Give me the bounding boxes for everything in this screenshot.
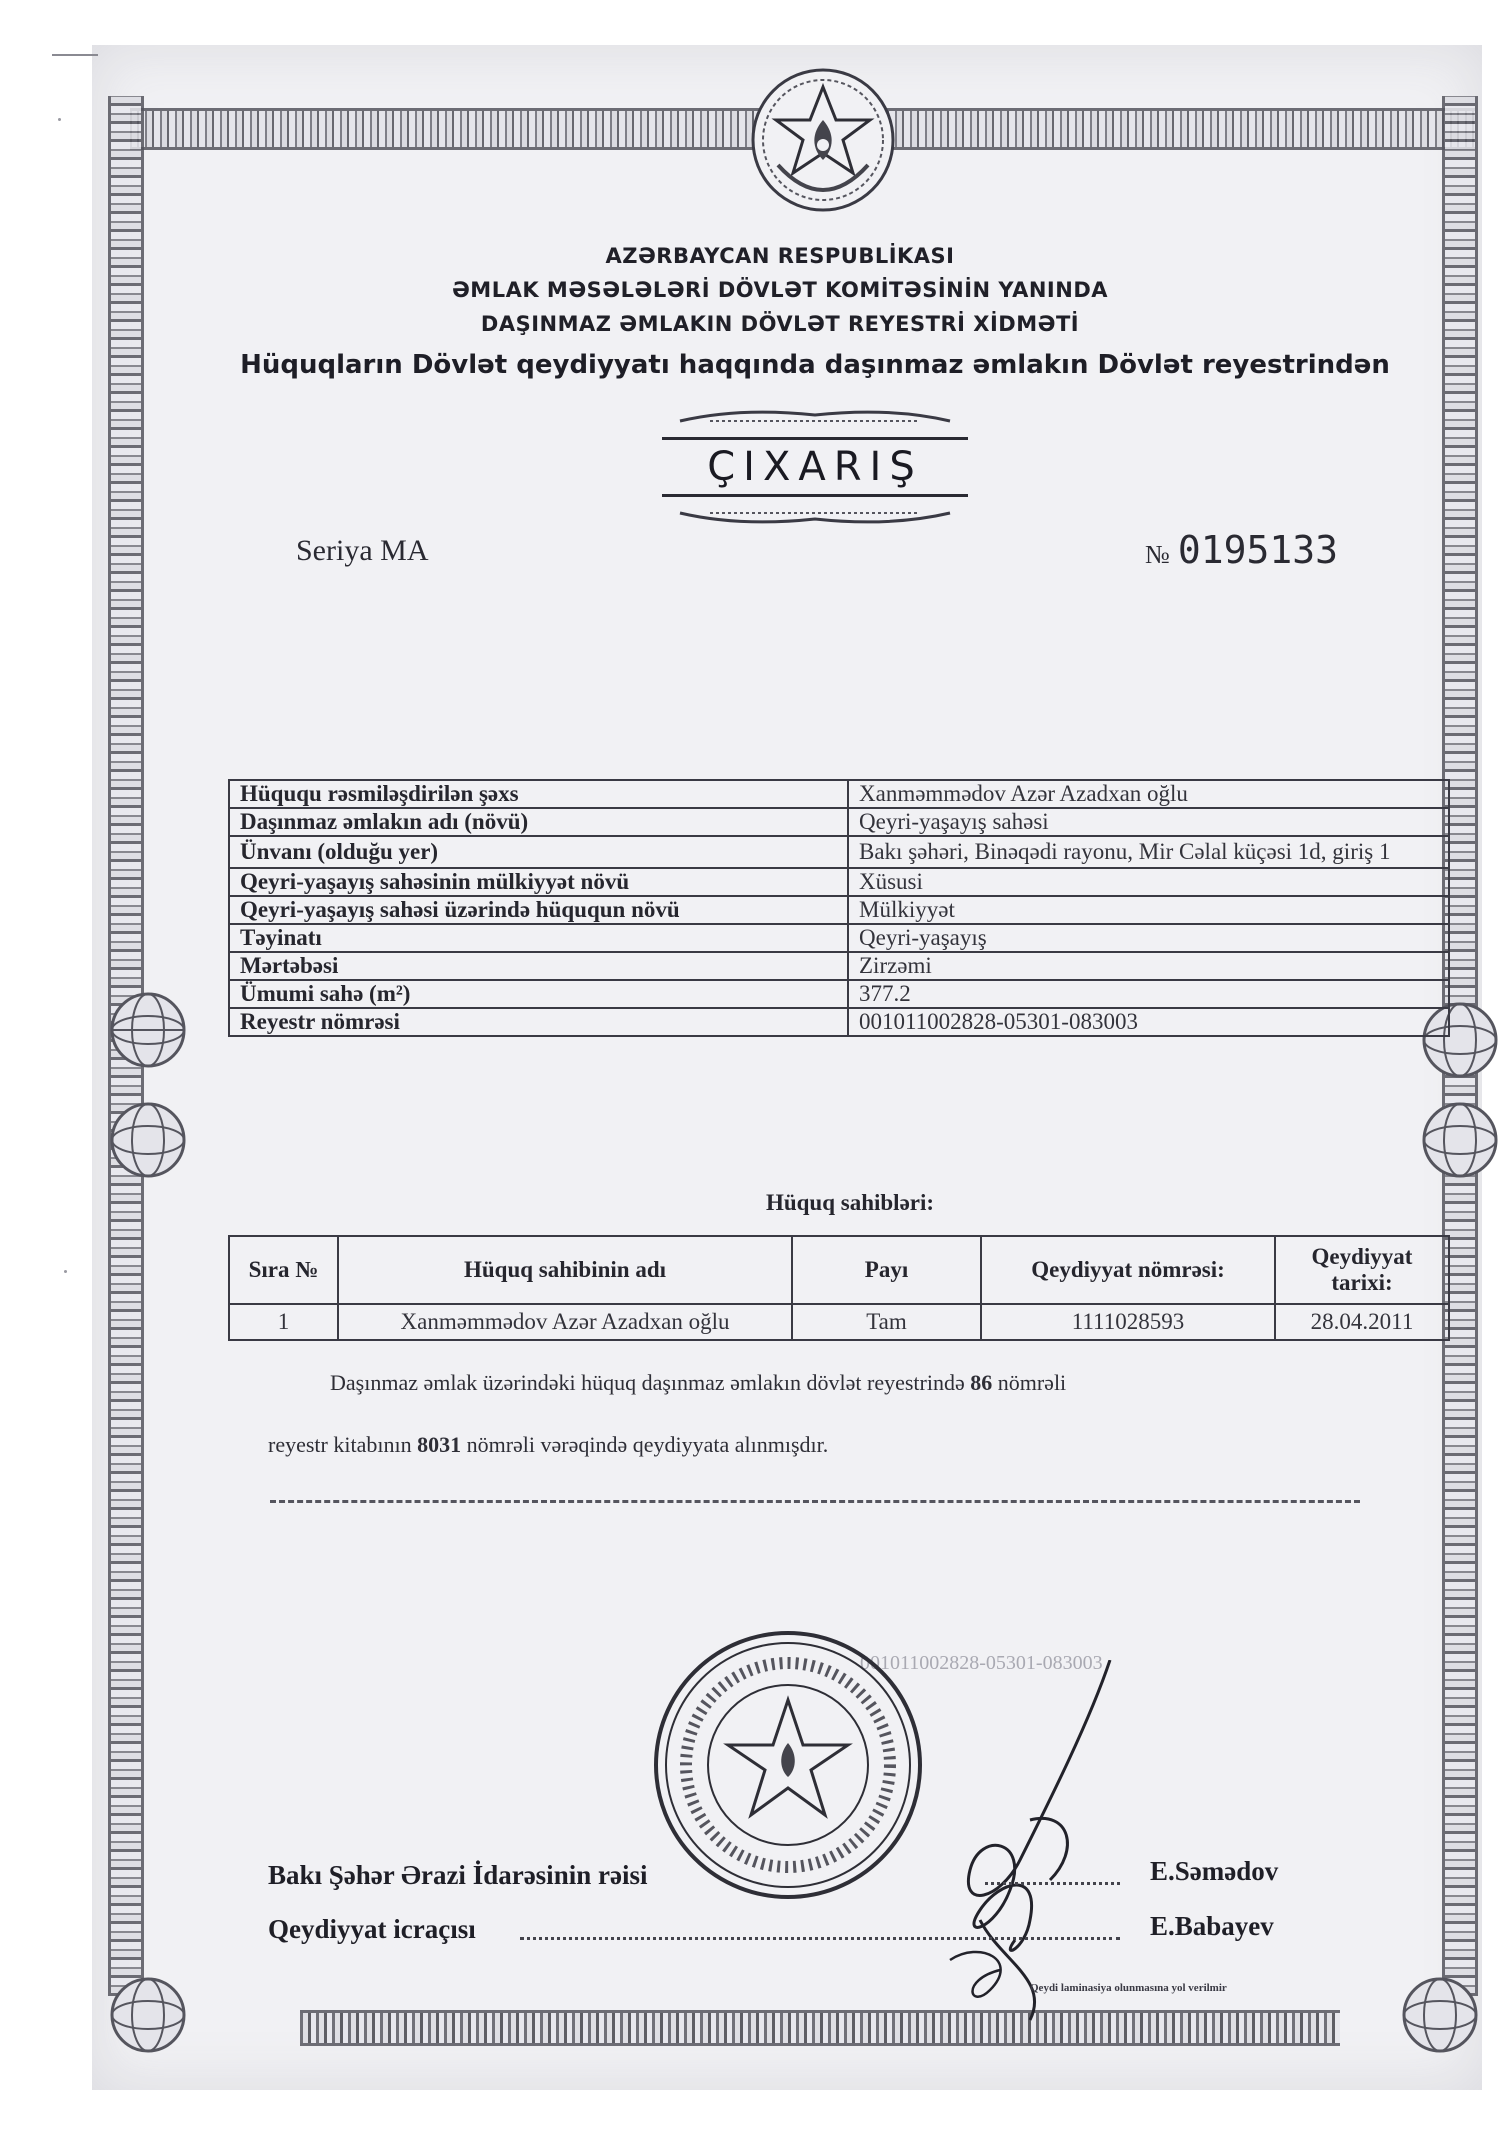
globe-ornament-icon: [108, 990, 188, 1070]
row-value: Xüsusi: [848, 868, 1449, 896]
column-header: Payı: [792, 1236, 981, 1304]
note-text: nömrəli vərəqində qeydiyyata alınmışdır.: [466, 1432, 829, 1457]
table-row: [229, 1008, 1449, 1036]
table-row: [229, 896, 1449, 924]
row-value: Zirzəmi: [848, 952, 1449, 980]
globe-ornament-icon: [1400, 1975, 1480, 2055]
globe-ornament-icon: [108, 1100, 188, 1180]
owners-header-row: [229, 1236, 1449, 1304]
row-label: Reyestr nömrəsi: [229, 1008, 848, 1036]
row-label: Mərtəbəsi: [229, 952, 848, 980]
row-label: Ümumi sahə (m²): [229, 980, 848, 1008]
registration-note-line1: [330, 1370, 1490, 1396]
registration-number: 1111028593: [981, 1304, 1275, 1340]
note-text: nömrəli: [997, 1370, 1067, 1395]
lamination-note: Qeydi laminasiya olunmasına yol verilmir: [1030, 1982, 1227, 1994]
table-row: [229, 980, 1449, 1008]
globe-ornament-icon: [108, 1975, 188, 2055]
table-row: [229, 780, 1449, 808]
document-series: Seriya MA: [296, 534, 429, 567]
dashed-divider: [270, 1500, 1360, 1506]
owners-title: Hüquq sahibləri:: [765, 1190, 935, 1215]
number-sign: №: [1145, 540, 1170, 569]
row-value: 001011002828-05301-083003: [848, 1008, 1449, 1036]
row-value: Xanməmmədov Azər Azadxan oğlu: [848, 780, 1449, 808]
owners-table: [228, 1235, 1450, 1341]
signatory-2-title: Qeydiyyat icraçısı: [268, 1914, 476, 1944]
signatory-1-title: Bakı Şəhər Ərazi İdarəsinin rəisi: [268, 1860, 648, 1890]
header-committee: ƏMLAK MƏSƏLƏLƏRİ DÖVLƏT KOMİTƏSİNİN YANINDA: [451, 278, 1109, 302]
guilloche-border-bottom: [300, 2010, 1340, 2046]
note-text: Daşınmaz əmlak üzərindəki hüquq daşınmaz əmlakın dövlət reyestrində: [330, 1370, 965, 1395]
scan-dot: [64, 1270, 67, 1273]
document-title: ÇIXARIŞ: [662, 437, 968, 497]
scan-dot: [58, 118, 61, 121]
faint-registry-number: 001011002828-05301-083003: [860, 1652, 1103, 1674]
table-row: [229, 808, 1449, 836]
row-value: Mülkiyyət: [848, 896, 1449, 924]
row-label: Daşınmaz əmlakın adı (növü): [229, 808, 848, 836]
owner-share: Tam: [792, 1304, 981, 1340]
header-service: DAŞINMAZ ƏMLAKIN DÖVLƏT REYESTRİ XİDMƏTİ: [480, 312, 1080, 336]
property-table: [228, 779, 1450, 1037]
column-header: Sıra №: [229, 1236, 338, 1304]
document-title-block: [650, 405, 980, 530]
title-ornament-bottom-icon: [650, 509, 980, 527]
table-row: [229, 952, 1449, 980]
table-row: [229, 868, 1449, 896]
signatory-1-name: E.Səmədov: [1150, 1856, 1279, 1886]
note-page-number: 8031: [417, 1432, 462, 1457]
official-seal-icon: [648, 1625, 928, 1905]
registration-date: 28.04.2011: [1275, 1304, 1449, 1340]
row-value: Qeyri-yaşayış: [848, 924, 1449, 952]
signature-line: [985, 1882, 1120, 1888]
row-value: Bakı şəhəri, Binəqədi rayonu, Mir Cəlal küçəsi 1d, giriş 1: [848, 836, 1449, 868]
column-header: Hüquq sahibinin adı: [338, 1236, 792, 1304]
row-label: Qeyri-yaşayış sahəsi üzərində hüququn növü: [229, 896, 848, 924]
table-row: [229, 836, 1449, 868]
row-value: 377.2: [848, 980, 1449, 1008]
registration-note-line2: [268, 1432, 1428, 1458]
header-country: AZƏRBAYCAN RESPUBLİKASI: [605, 244, 955, 268]
row-label: Qeyri-yaşayış sahəsinin mülkiyyət növü: [229, 868, 848, 896]
note-book-number: 86: [970, 1370, 993, 1395]
number-value: 0195133: [1177, 528, 1338, 572]
note-text: reyestr kitabının: [268, 1432, 412, 1457]
owner-name: Xanməmmədov Azər Azadxan oğlu: [338, 1304, 792, 1340]
row-label: Təyinatı: [229, 924, 848, 952]
owner-index: 1: [229, 1304, 338, 1340]
row-label: Ünvanı (olduğu yer): [229, 836, 848, 868]
column-header: Qeydiyyat tarixi:: [1275, 1236, 1449, 1304]
row-label: Hüququ rəsmiləşdirilən şəxs: [229, 780, 848, 808]
title-ornament-top-icon: [650, 407, 980, 425]
table-row: [229, 924, 1449, 952]
signature-line: [520, 1937, 1120, 1943]
column-header: Qeydiyyat nömrəsi:: [981, 1236, 1275, 1304]
row-value: Qeyri-yaşayış sahəsi: [848, 808, 1449, 836]
document-number: [1145, 528, 1338, 572]
state-emblem-icon: [748, 65, 898, 215]
scan-mark: [52, 54, 98, 56]
globe-ornament-icon: [1420, 1100, 1500, 1180]
document-subtitle: Hüquqların Dövlət qeydiyyatı haqqında daşınmaz əmlakın Dövlət reyestrindən: [240, 350, 1390, 380]
table-row: [229, 1304, 1449, 1340]
signatory-2-name: E.Babayev: [1150, 1911, 1274, 1941]
